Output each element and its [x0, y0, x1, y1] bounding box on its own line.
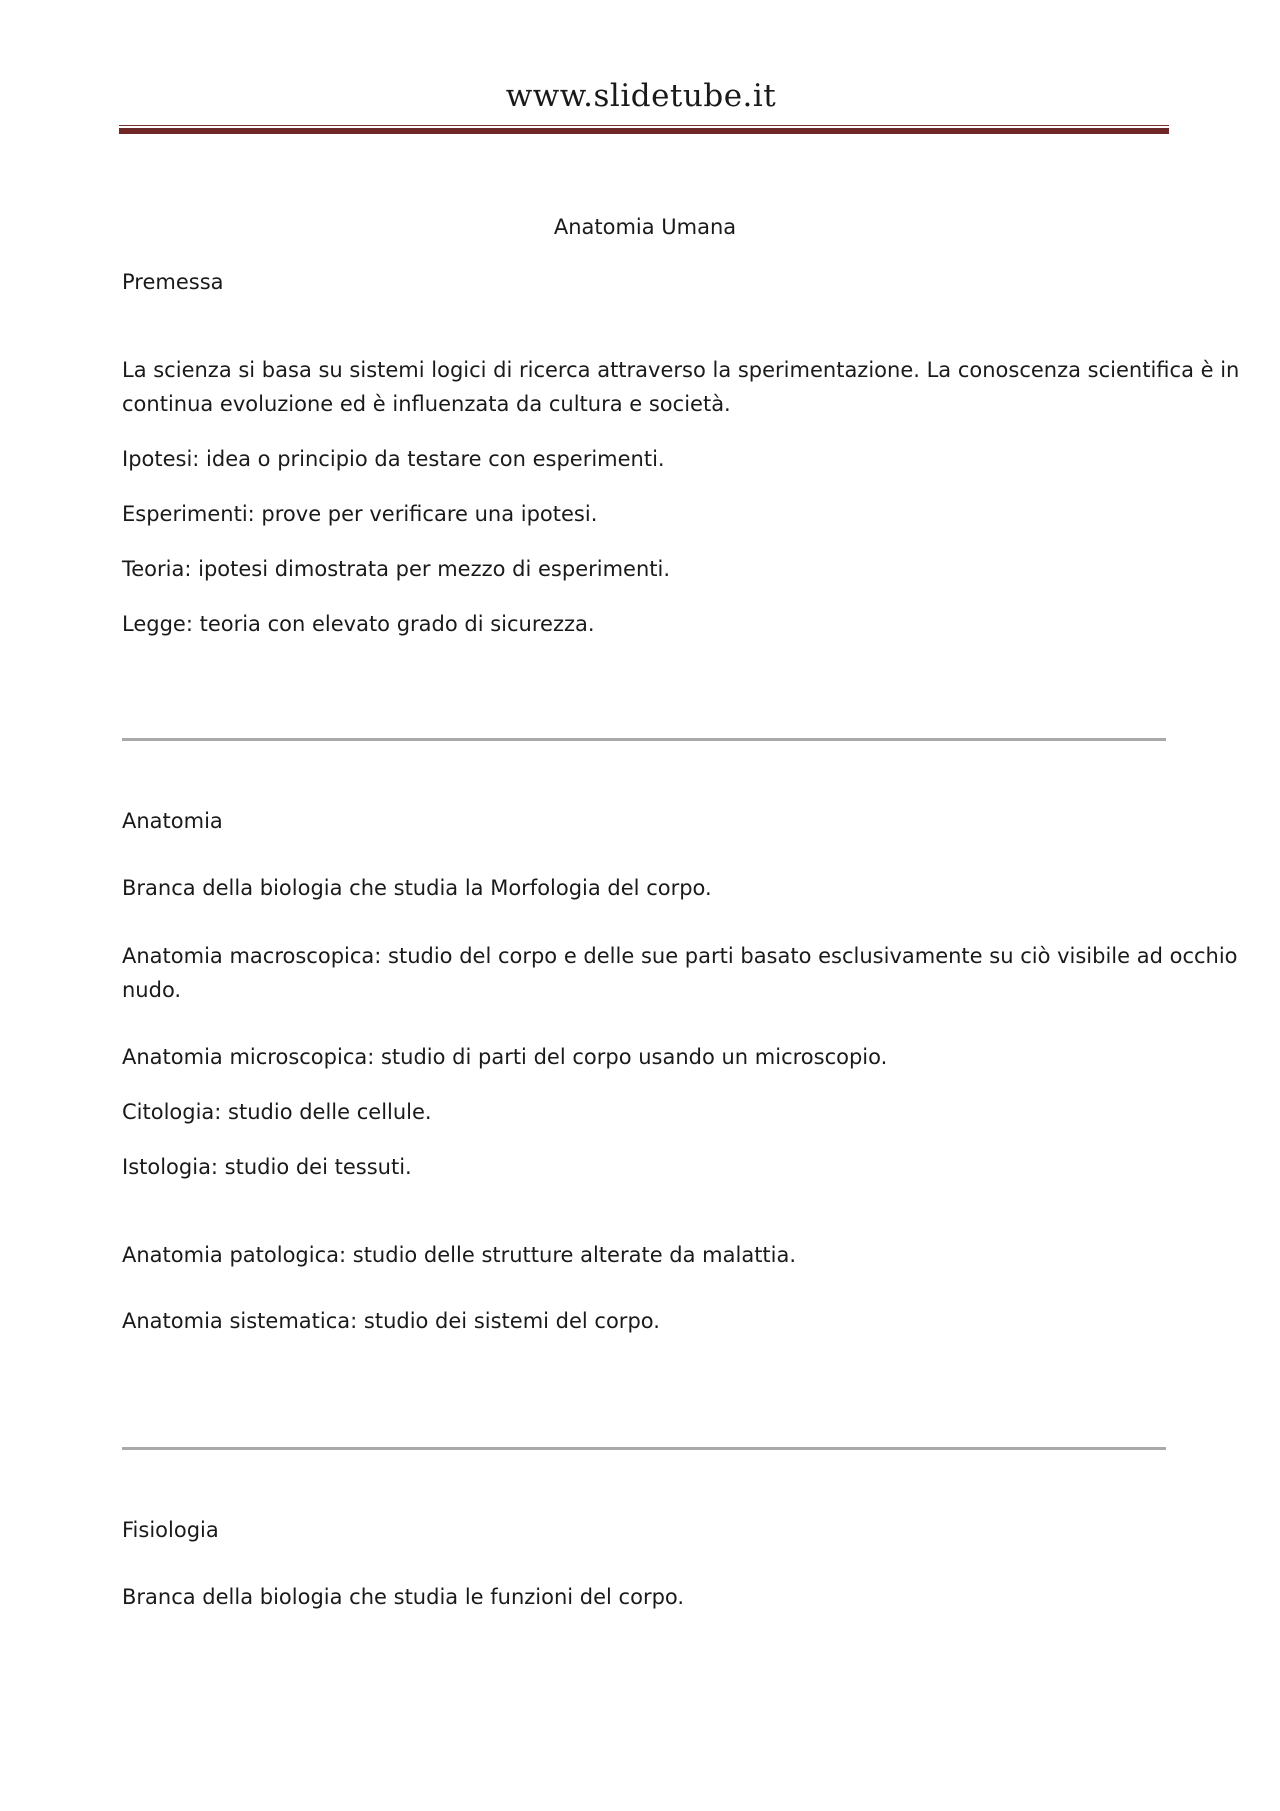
- anatomia-microscopica-line: Anatomia microscopica: studio di parti del corpo usando un microscopio.: [122, 1045, 888, 1069]
- anatomia-macroscopica-line1: Anatomia macroscopica: studio del corpo e delle sue parti basato esclusivamente su ciò visibile ad occhio: [122, 944, 1238, 968]
- istologia-line: Istologia: studio dei tessuti.: [122, 1155, 412, 1179]
- fisiologia-definition: Branca della biologia che studia le funzioni del corpo.: [122, 1585, 685, 1609]
- teoria-line: Teoria: ipotesi dimostrata per mezzo di esperimenti.: [122, 557, 671, 581]
- premessa-heading: Premessa: [122, 270, 224, 294]
- premessa-intro-line2: continua evoluzione ed è influenzata da cultura e società.: [122, 392, 731, 416]
- anatomia-definition: Branca della biologia che studia la Morfologia del corpo.: [122, 876, 712, 900]
- legge-line: Legge: teoria con elevato grado di sicurezza.: [122, 612, 595, 636]
- section-divider-1: [122, 738, 1166, 741]
- esperimenti-line: Esperimenti: prove per verificare una ipotesi.: [122, 502, 598, 526]
- ipotesi-line: Ipotesi: idea o principio da testare con esperimenti.: [122, 447, 665, 471]
- site-header-title: www.slidetube.it: [505, 78, 777, 114]
- anatomia-sistematica-line: Anatomia sistematica: studio dei sistemi del corpo.: [122, 1309, 660, 1333]
- anatomia-macroscopica-line2: nudo.: [122, 978, 182, 1002]
- citologia-line: Citologia: studio delle cellule.: [122, 1100, 432, 1124]
- anatomia-heading: Anatomia: [122, 809, 223, 833]
- header-rule-thick: [119, 128, 1169, 134]
- anatomia-patologica-line: Anatomia patologica: studio delle strutture alterate da malattia.: [122, 1243, 797, 1267]
- header-rule-thin: [119, 125, 1169, 126]
- document-title: Anatomia Umana: [553, 215, 737, 239]
- fisiologia-heading: Fisiologia: [122, 1518, 219, 1542]
- section-divider-2: [122, 1447, 1166, 1450]
- premessa-intro-line1: La scienza si basa su sistemi logici di ricerca attraverso la sperimentazione. La conoscenza scientifica è in: [122, 358, 1240, 382]
